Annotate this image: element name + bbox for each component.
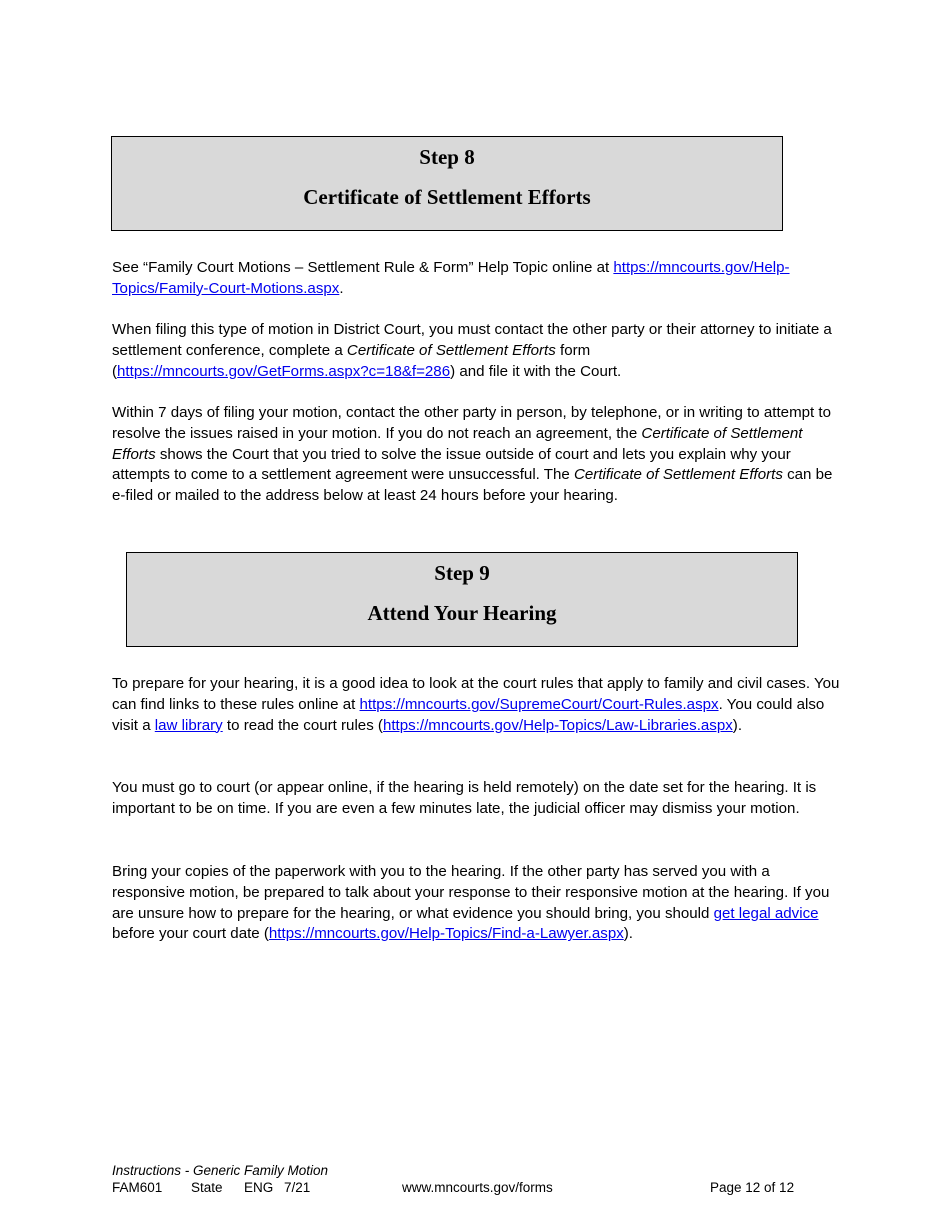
find-a-lawyer-link[interactable]: https://mncourts.gov/Help-Topics/Find-a-Lawyer.aspx xyxy=(268,925,624,943)
step-9-paragraph-1: To prepare for your hearing, it is a good idea to look at the court rules that apply to family and civil cases. You can find links to these rules online at https://mncourts.gov/SupremeCourt/Court-Rules.aspx. You could also visit a law library to read the court rules (https://mncourts.gov/Help-Topics/Law-Libraries.aspx). xyxy=(112,675,840,734)
step-8-paragraph-1: See “Family Court Motions – Settlement Rule & Form” Help Topic online at https://mncourts.gov/Help-Topics/Family-Court-Motions.aspx. xyxy=(112,259,790,297)
footer-jurisdiction: State xyxy=(191,1180,223,1195)
step-9-paragraph-3: Bring your copies of the paperwork with you to the hearing. If the other party has served you with a responsive motion, be prepared to talk about your response to their responsive motion at the hearing. If you are unsure how to prepare for the hearing, or what evidence you should bring, you should get legal advice before your court date (https://mncourts.gov/Help-Topics/Find-a-Lawyer.aspx). xyxy=(112,863,830,943)
step-8-title: Certificate of Settlement Efforts xyxy=(303,185,591,209)
step-9-paragraph-2: You must go to court (or appear online, if the hearing is held remotely) on the date set for the hearing. It is important to be on time. If you are even a few minutes late, the judicial officer may dismiss your motion. xyxy=(112,779,817,817)
get-legal-advice-link[interactable]: get legal advice xyxy=(713,904,819,922)
court-rules-link[interactable]: https://mncourts.gov/SupremeCourt/Court-Rules.aspx xyxy=(359,695,719,713)
footer-doc-title: Instructions - Generic Family Motion xyxy=(112,1163,329,1178)
footer-version: 7/21 xyxy=(284,1180,311,1195)
law-library-link[interactable]: law library xyxy=(154,716,223,734)
footer-website: www.mncourts.gov/forms xyxy=(402,1180,553,1195)
step-8-paragraph-3: Within 7 days of filing your motion, contact the other party in person, by telephone, or in writing to attempt to resolve the issues raised in your motion. If you do not reach an agreement, the Certificate of Settlement Efforts shows the Court that you tried to solve the issue outside of court and lets you explain why your attempts to come to a settlement agreement were unsuccessful. The Certificate of Settlement Efforts can be e-filed or mailed to the address below at least 24 hours before your hearing. xyxy=(112,404,833,505)
footer-form-code: FAM601 xyxy=(112,1180,163,1195)
step-9-header xyxy=(126,552,798,647)
law-libraries-url-link[interactable]: https://mncourts.gov/Help-Topics/Law-Libraries.aspx xyxy=(382,716,733,734)
settlement-form-link[interactable]: https://mncourts.gov/GetForms.aspx?c=18&f=286 xyxy=(117,362,451,380)
footer-language: ENG xyxy=(244,1180,274,1195)
footer-page-number: Page 12 of 12 xyxy=(710,1180,795,1195)
step-8-paragraph-2: When filing this type of motion in District Court, you must contact the other party or their attorney to initiate a settlement conference, complete a Certificate of Settlement Efforts form (https://mncourts.gov/GetForms.aspx?c=18&f=286) and file it with the Court. xyxy=(112,321,832,380)
step-8-number: Step 8 xyxy=(419,145,475,169)
step-8-header xyxy=(111,136,783,231)
family-court-motions-link[interactable]: https://mncourts.gov/Help-Topics/Family-Court-Motions.aspx xyxy=(112,259,790,297)
step-9-title: Attend Your Hearing xyxy=(367,601,557,625)
step-9-number: Step 9 xyxy=(434,561,490,585)
